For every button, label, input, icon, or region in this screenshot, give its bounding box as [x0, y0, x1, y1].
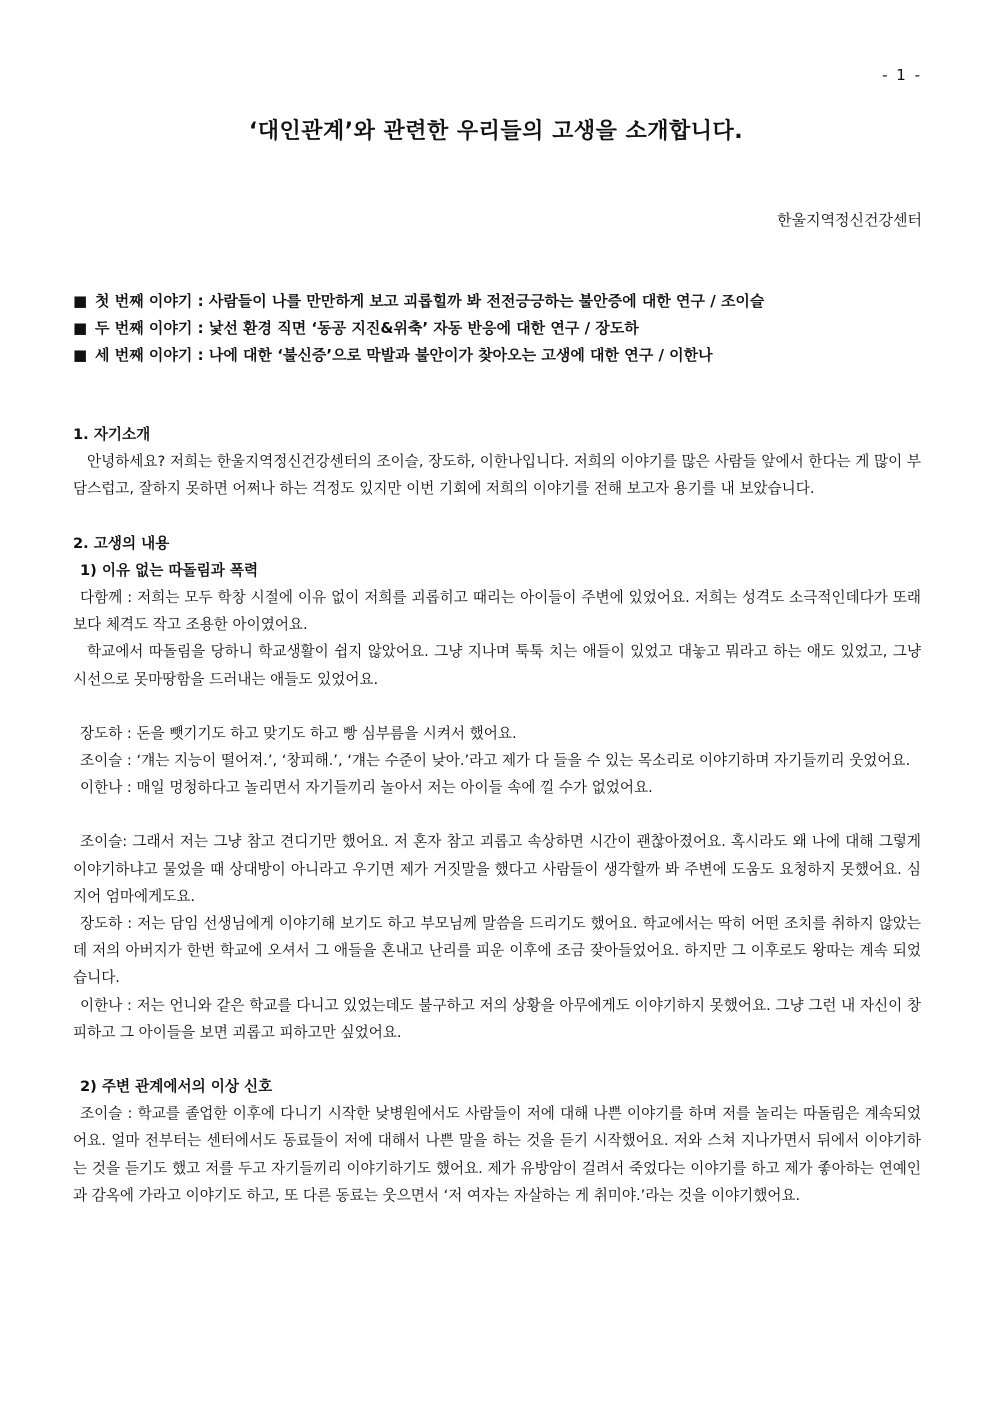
- paragraph: 장도하 : 돈을 뺏기기도 하고 맞기도 하고 빵 심부름을 시켜서 했어요.: [80, 724, 517, 742]
- page-number: - 1 -: [882, 66, 922, 84]
- story-text: 첫 번째 이야기 : 사람들이 나를 만만하게 보고 괴롭힐까 봐 전전긍긍하는 불안증에 대한 연구 / 조이슬: [95, 292, 765, 310]
- paragraph: 조이슬 : 학교를 졸업한 이후에 다니기 시작한 낮병원에서도 사람들이 저에 대해 나쁜 이야기를 하며 저를 놀리는 따돌림은 계속되었어요. 얼마 전부터는 센터에서도 동료들이 저에 대해서 나쁜 말을 하는 것을 듣기 시작했어요. 저와 스쳐 지나가면서 뒤에서 이야기하는 것을 듣기도 했고 저를 두고 자기들끼리 이야기하기도 했어요. 제가 유방암이 걸려서 죽었다는 이야기를 하고 제가 좋아하는 연예인과 감옥에 가라고 이야기도 하고, 또 다른 동료는 웃으면서 ‘저 여자는 자살하는 게 취미야.’라는 것을 이야기했어요.: [73, 1105, 921, 1204]
- paragraph: 안녕하세요? 저희는 한울지역정신건강센터의 조이슬, 장도하, 이한나입니다. 저희의 이야기를 많은 사람들 앞에서 한다는 게 많이 부담스럽고, 잘하지 못하면 어쩌나 하는 걱정도 있지만 이번 기회에 저희의 이야기를 전해 보고자 용기를 내 보았습니다.: [73, 453, 921, 498]
- story-list: [73, 288, 933, 369]
- paragraph: 다함께 : 저희는 모두 학창 시절에 이유 없이 저희를 괴롭히고 때리는 아이들이 주변에 있었어요. 저희는 성격도 소극적인데다가 또래보다 체격도 작고 조용한 아이였어요.: [73, 589, 921, 634]
- paragraph: 이한나 : 매일 멍청하다고 놀리면서 자기들끼리 놀아서 저는 아이들 속에 낄 수가 없었어요.: [80, 779, 653, 797]
- subsection-heading-bullying: 1) 이유 없는 따돌림과 폭력: [80, 561, 259, 579]
- square-bullet-icon: ■: [73, 292, 88, 310]
- story-text: 세 번째 이야기 : 나에 대한 ‘불신증’으로 막발과 불안이가 찾아오는 고생에 대한 연구 / 이한나: [95, 346, 713, 364]
- paragraph: 학교에서 따돌림을 당하니 학교생활이 쉽지 않았어요. 그냥 지나며 툭툭 치는 애들이 있었고 대놓고 뭐라고 하는 애도 있었고, 그냥 시선으로 못마땅함을 드러내는 애들도 있었어요.: [73, 643, 921, 688]
- document-body: [73, 421, 921, 1209]
- organization-name: 한울지역정신건강센터: [777, 211, 922, 229]
- paragraph: 조이슬 : ‘걔는 지능이 떨어져.’, ‘창피해.’, ‘걔는 수준이 낮아.’라고 제가 다 들을 수 있는 목소리로 이야기하며 자기들끼리 웃었어요.: [80, 752, 911, 770]
- document-title: ‘대인관계’와 관련한 우리들의 고생을 소개합니다.: [248, 119, 744, 144]
- story-item-3: [73, 342, 933, 369]
- story-text: 두 번째 이야기 : 낯선 환경 직면 ‘동공 지진&위축’ 자동 반응에 대한 연구 / 장도하: [95, 319, 639, 337]
- paragraph: 장도하 : 저는 담임 선생님에게 이야기해 보기도 하고 부모님께 말씀을 드리기도 했어요. 학교에서는 딱히 어떤 조치를 취하지 않았는데 저의 아버지가 한번 학교에 오셔서 그 애들을 혼내고 난리를 피운 이후에 조금 잦아들었어요. 하지만 그 이후로도 왕따는 계속 되었습니다.: [73, 915, 921, 987]
- section-heading-introduction: 1. 자기소개: [73, 426, 151, 443]
- square-bullet-icon: ■: [73, 346, 88, 364]
- subsection-heading-relationship-signals: 2) 주변 관계에서의 이상 신호: [80, 1078, 273, 1096]
- paragraph: 조이슬: 그래서 저는 그냥 참고 견디기만 했어요. 저 혼자 참고 괴롭고 속상하면 시간이 괜찮아졌어요. 혹시라도 왜 나에 대해 그렇게 이야기하냐고 물었을 때 상대방이 아니라고 우기면 제가 거짓말을 했다고 사람들이 생각할까 봐 주변에 도움도 요청하지 못했어요. 심지어 엄마에게도요.: [73, 833, 921, 905]
- story-item-2: [73, 315, 933, 342]
- section-heading-hardship: 2. 고생의 내용: [73, 534, 170, 552]
- paragraph: 이한나 : 저는 언니와 같은 학교를 다니고 있었는데도 불구하고 저의 상황을 아무에게도 이야기하지 못했어요. 그냥 그런 내 자신이 창피하고 그 아이들을 보면 괴롭고 피하고만 싶었어요.: [73, 996, 921, 1041]
- square-bullet-icon: ■: [73, 319, 88, 337]
- story-item-1: [73, 288, 933, 315]
